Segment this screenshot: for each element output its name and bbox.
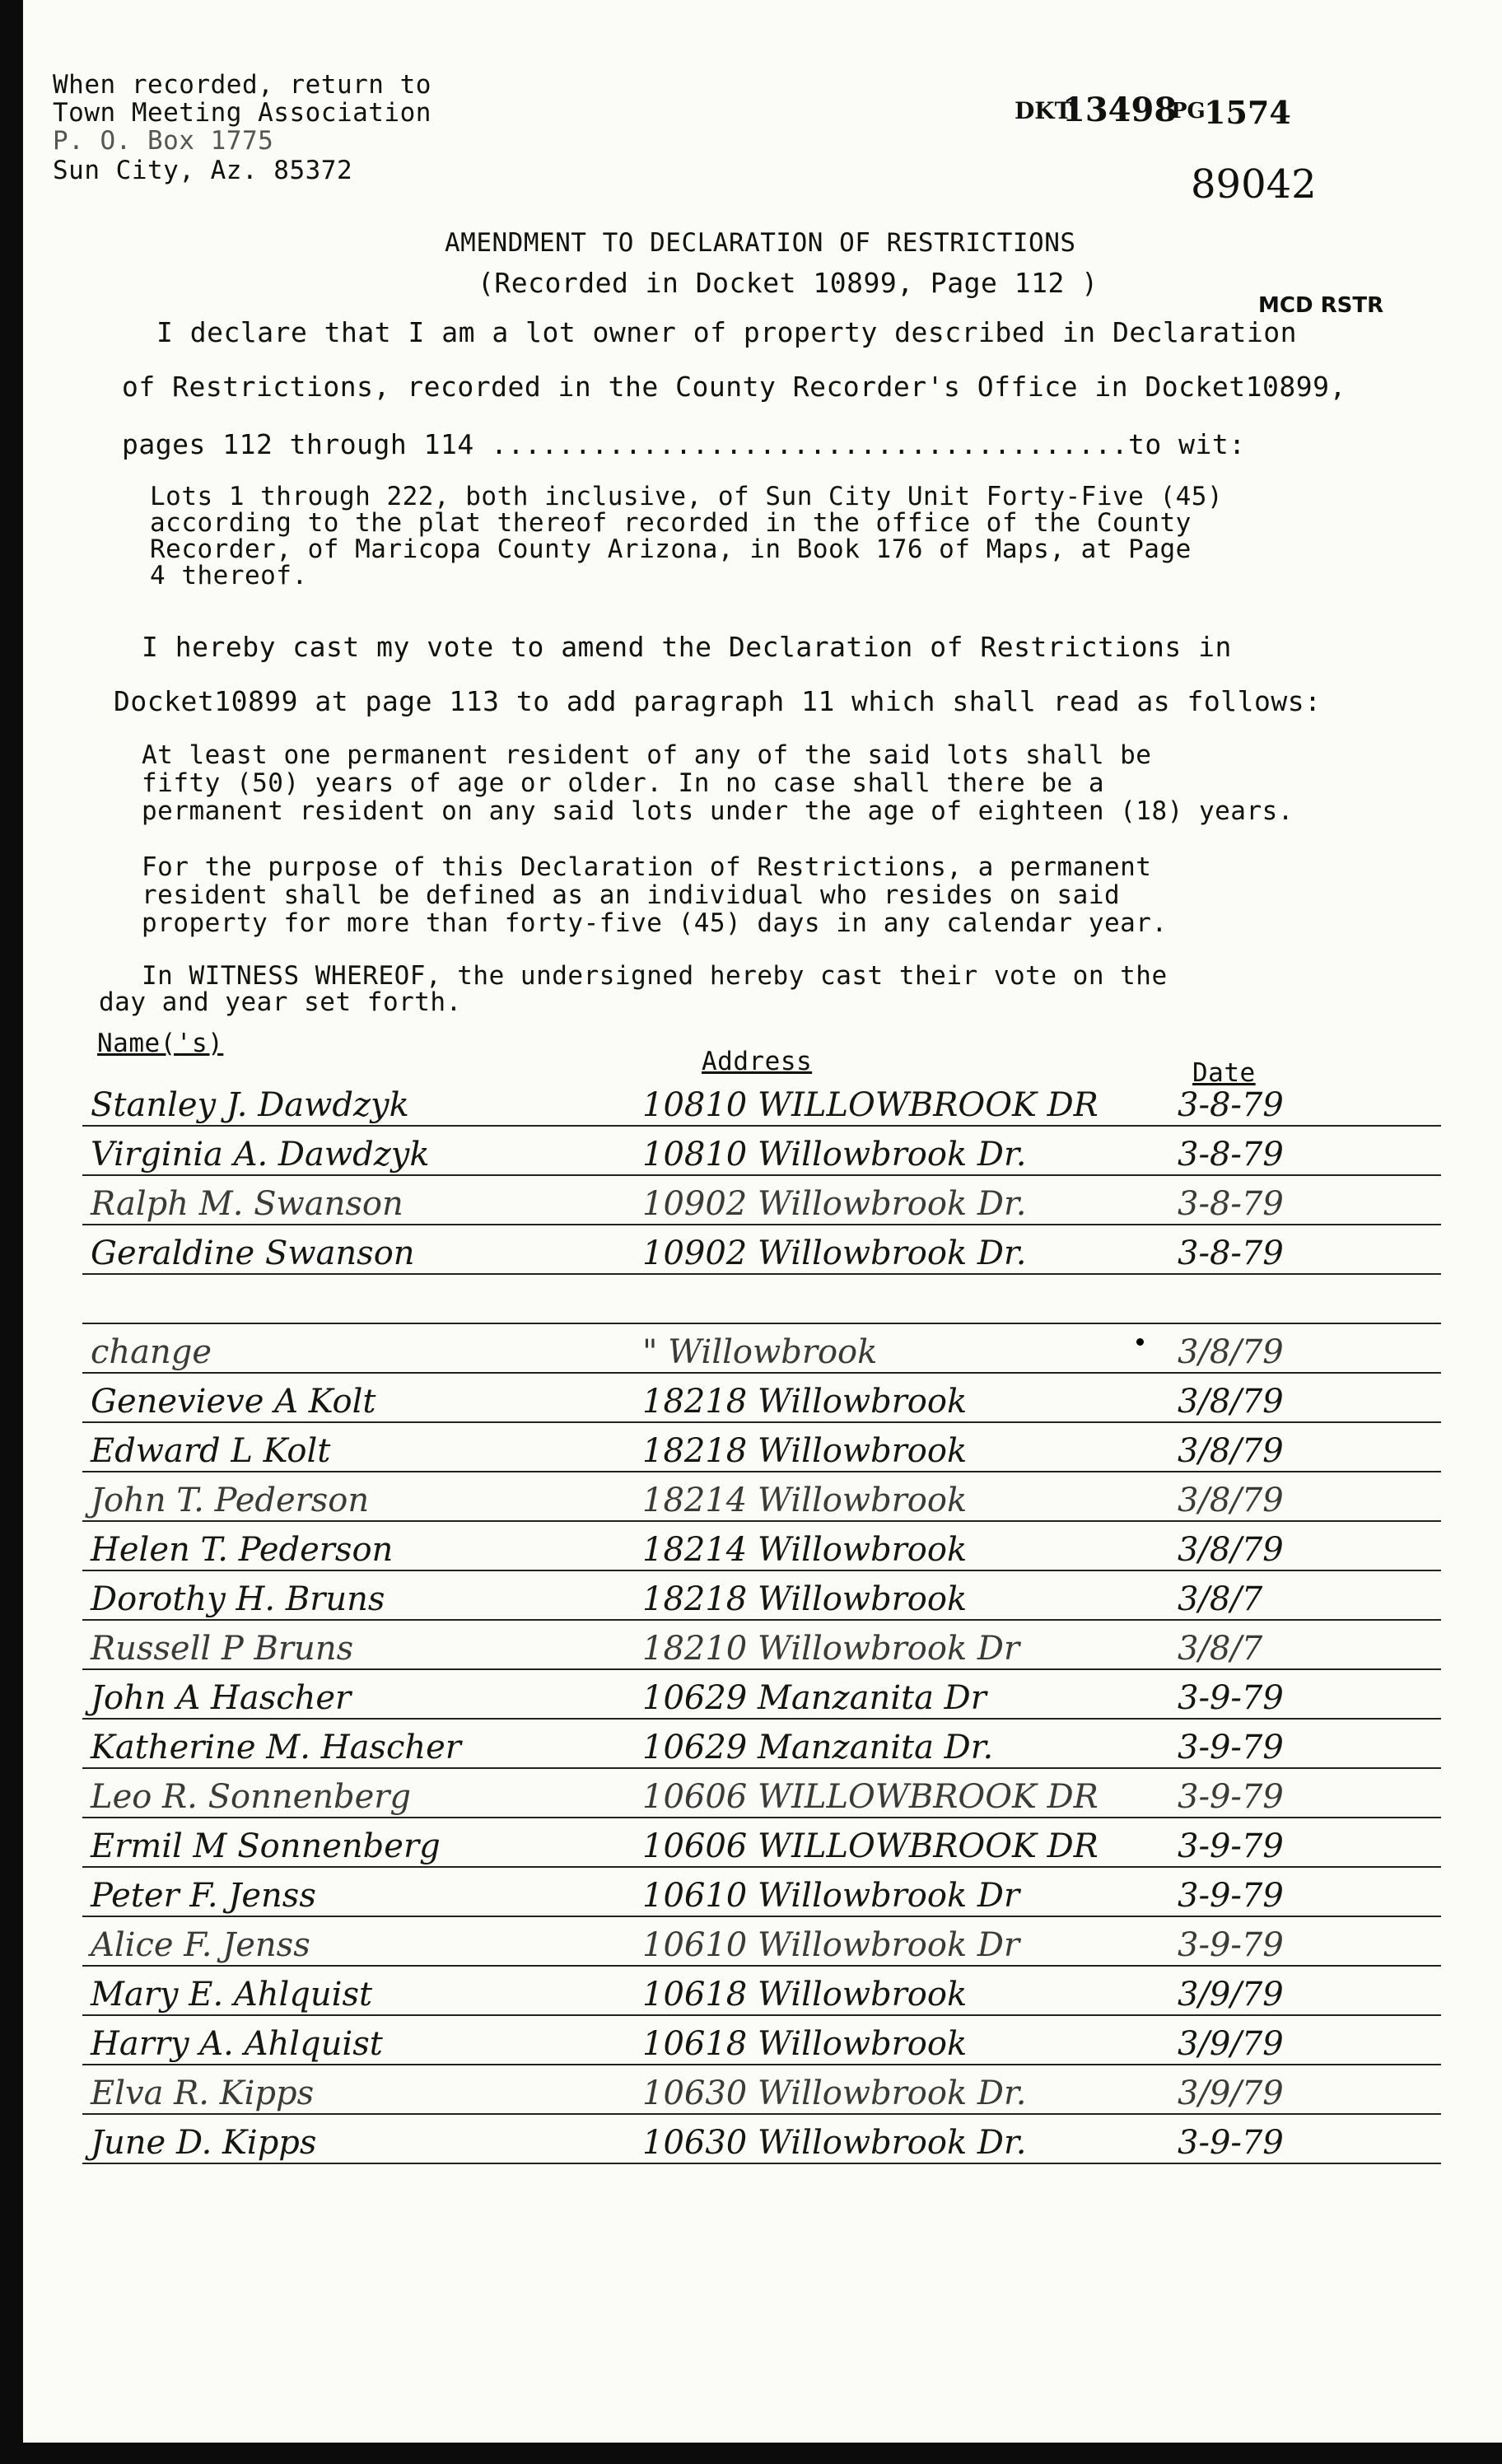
signature-name: Dorothy H. Bruns: [91, 1580, 385, 1618]
paragraph-11-line-2: fifty (50) years of age or older. In no case shall there be a: [142, 768, 1104, 798]
signature-row: [82, 1331, 1441, 1380]
witness-line-2: day and year set forth.: [99, 987, 462, 1017]
signature-date: 3/8/79: [1178, 1482, 1284, 1519]
signature-date: 3-9-79: [1178, 2124, 1284, 2162]
signature-name: John A Hascher: [91, 1679, 352, 1717]
signature-date: 3/8/79: [1178, 1333, 1284, 1371]
signature-name: June D. Kipps: [91, 2124, 317, 2162]
signature-address: 10610 Willowbrook Dr: [642, 1877, 1020, 1915]
signature-row: [82, 1924, 1441, 1973]
declaration-line-3: pages 112 through 114 ......................................to wit:: [122, 428, 1246, 460]
signature-line: [82, 1421, 1441, 1423]
declaration-line-2: of Restrictions, recorded in the County Recorder's Office in Docket10899,: [122, 371, 1346, 403]
signature-line: [82, 2064, 1441, 2065]
docket-number: 13498: [1062, 91, 1178, 129]
definition-line-3: property for more than forty-five (45) days in any calendar year.: [142, 908, 1168, 938]
signature-row: [82, 1776, 1441, 1825]
signature-address: 10606 WILLOWBROOK DR: [642, 1827, 1099, 1865]
signature-name: Genevieve A Kolt: [91, 1383, 376, 1421]
page-number: 1574: [1204, 94, 1291, 131]
signature-line: [82, 1323, 1441, 1324]
signature-line: [82, 1817, 1441, 1818]
signature-address: 10606 WILLOWBROOK DR: [642, 1778, 1099, 1816]
signature-date: 3-9-79: [1178, 1926, 1284, 1964]
signature-row: [82, 1825, 1441, 1874]
signature-address: 10810 Willowbrook Dr.: [642, 1136, 1027, 1174]
signature-date: 3-9-79: [1178, 1679, 1284, 1717]
signature-name: Helen T. Pederson: [91, 1531, 394, 1569]
vote-line-2: Docket10899 at page 113 to add paragraph 11 which shall read as follows:: [114, 685, 1322, 717]
signature-line: [82, 2014, 1441, 2016]
signature-line: [82, 1273, 1441, 1275]
signature-row: [82, 1479, 1441, 1528]
scan-border-bottom: [0, 2443, 1502, 2464]
signature-address: 18214 Willowbrook: [642, 1531, 968, 1569]
signature-address: 18210 Willowbrook Dr: [642, 1630, 1020, 1668]
signature-address: 10630 Willowbrook Dr.: [642, 2124, 1027, 2162]
signature-line: [82, 1471, 1441, 1472]
return-line-1: When recorded, return to: [53, 70, 431, 100]
signature-row: [82, 2072, 1441, 2121]
signature-date: 3-8-79: [1178, 1185, 1284, 1223]
signature-name: Virginia A. Dawdzyk: [91, 1136, 430, 1174]
return-line-2: Town Meeting Association: [53, 98, 431, 128]
signature-name: change: [91, 1333, 212, 1371]
return-line-4: Sun City, Az. 85372: [53, 156, 353, 185]
signature-name: Ermil M Sonnenberg: [91, 1827, 441, 1865]
signature-name: Edward L Kolt: [91, 1432, 331, 1470]
signature-row: [82, 1973, 1441, 2023]
header-names: Name('s): [97, 1029, 224, 1058]
signature-row: [82, 2023, 1441, 2072]
signature-address: 10629 Manzanita Dr.: [642, 1729, 994, 1766]
signature-address: 10810 WILLOWBROOK DR: [642, 1086, 1099, 1124]
signature-address: " Willowbrook: [642, 1333, 878, 1371]
signature-date: 3/9/79: [1178, 2074, 1284, 2112]
signature-row: [82, 1133, 1441, 1183]
signature-name: Leo R. Sonnenberg: [91, 1778, 412, 1816]
signature-address: 10618 Willowbrook: [642, 2025, 968, 2063]
signature-row: [82, 1627, 1441, 1677]
scan-border-left: [0, 0, 23, 2464]
paragraph-11-line-3: permanent resident on any said lots under the age of eighteen (18) years.: [142, 796, 1294, 826]
signature-line: [82, 1965, 1441, 1967]
signature-row: [82, 1874, 1441, 1924]
signature-address: 10902 Willowbrook Dr.: [642, 1234, 1027, 1272]
signature-address: 18218 Willowbrook: [642, 1383, 968, 1421]
signature-line: [82, 1916, 1441, 1917]
signature-date: 3-8-79: [1178, 1136, 1284, 1174]
signature-line: [82, 1718, 1441, 1720]
signature-address: 10618 Willowbrook: [642, 1976, 968, 2014]
signature-name: Elva R. Kipps: [91, 2074, 315, 2112]
signature-address: 18218 Willowbrook: [642, 1580, 968, 1618]
signature-line: [82, 1570, 1441, 1571]
page-prefix: PG: [1171, 99, 1206, 124]
signature-row: [82, 1183, 1441, 1232]
signature-address: 10610 Willowbrook Dr: [642, 1926, 1020, 1964]
legal-line-2: according to the plat thereof recorded in the office of the County: [150, 508, 1192, 538]
signature-name: Stanley J. Dawdzyk: [91, 1086, 409, 1124]
signature-name: Harry A. Ahlquist: [91, 2025, 383, 2063]
signature-date: 3-8-79: [1178, 1234, 1284, 1272]
signature-row: [82, 1232, 1441, 1281]
signature-date: 3/8/79: [1178, 1531, 1284, 1569]
legal-line-1: Lots 1 through 222, both inclusive, of Sun City Unit Forty-Five (45): [150, 482, 1224, 511]
signature-row: [82, 1677, 1441, 1726]
signature-line: [82, 1372, 1441, 1374]
signature-date: 3/9/79: [1178, 1976, 1284, 2014]
signature-line: [82, 1174, 1441, 1176]
signature-line: [82, 1619, 1441, 1621]
signature-line: [82, 1668, 1441, 1670]
signature-date: 3-9-79: [1178, 1778, 1284, 1816]
legal-line-4: 4 thereof.: [150, 561, 308, 590]
signature-line: [82, 2163, 1441, 2164]
header-date: Date: [1192, 1058, 1256, 1088]
signature-name: Katherine M. Hascher: [91, 1729, 461, 1766]
declaration-line-1: I declare that I am a lot owner of property described in Declaration: [156, 316, 1298, 348]
paragraph-11-line-1: At least one permanent resident of any of the said lots shall be: [142, 740, 1152, 770]
signature-line: [82, 1125, 1441, 1127]
signature-address: 10629 Manzanita Dr: [642, 1679, 987, 1717]
signature-row: [82, 1084, 1441, 1133]
witness-line-1: In WITNESS WHEREOF, the undersigned hereby cast their vote on the: [142, 961, 1168, 991]
signature-name: Mary E. Ahlquist: [91, 1976, 373, 2014]
signature-line: [82, 1520, 1441, 1522]
definition-line-1: For the purpose of this Declaration of Restrictions, a permanent: [142, 852, 1152, 882]
signature-date: 3-9-79: [1178, 1877, 1284, 1915]
signature-line: [82, 1767, 1441, 1769]
signature-line: [82, 2113, 1441, 2115]
signature-date: 3-9-79: [1178, 1729, 1284, 1766]
legal-line-3: Recorder, of Maricopa County Arizona, in Book 176 of Maps, at Page: [150, 534, 1192, 564]
signature-date: 3-9-79: [1178, 1827, 1284, 1865]
signature-address: 18214 Willowbrook: [642, 1482, 968, 1519]
vote-line-1: I hereby cast my vote to amend the Declaration of Restrictions in: [142, 631, 1232, 663]
document-title: AMENDMENT TO DECLARATION OF RESTRICTIONS: [445, 228, 1076, 258]
signature-address: 10902 Willowbrook Dr.: [642, 1185, 1027, 1223]
signature-date: 3/8/7: [1178, 1630, 1263, 1668]
signature-name: Ralph M. Swanson: [91, 1185, 403, 1223]
signature-name: Russell P Bruns: [91, 1630, 354, 1668]
signature-date: 3/8/79: [1178, 1432, 1284, 1470]
document-subtitle: (Recorded in Docket 10899, Page 112 ): [478, 267, 1099, 299]
signature-line: [82, 1224, 1441, 1225]
signature-row: [82, 1578, 1441, 1627]
signature-date: 3-8-79: [1178, 1086, 1284, 1124]
recording-number: 89042: [1191, 161, 1317, 208]
signature-row: [82, 1380, 1441, 1430]
signature-row: [82, 1726, 1441, 1776]
mcd-rstr-stamp: MCD RSTR: [1258, 293, 1384, 318]
signature-name: Alice F. Jenss: [91, 1926, 310, 1964]
signature-date: 3/8/79: [1178, 1383, 1284, 1421]
signature-name: Geraldine Swanson: [91, 1234, 415, 1272]
signature-row: [82, 1281, 1441, 1331]
return-line-3: P. O. Box 1775: [53, 126, 274, 156]
definition-line-2: resident shall be defined as an individual who resides on said: [142, 880, 1121, 910]
signature-name: John T. Pederson: [91, 1482, 370, 1519]
signature-line: [82, 1866, 1441, 1868]
signature-address: 10630 Willowbrook Dr.: [642, 2074, 1027, 2112]
signature-date: 3/8/7: [1178, 1580, 1263, 1618]
docket-prefix: DKT: [1015, 97, 1072, 124]
signature-date: 3/9/79: [1178, 2025, 1284, 2063]
header-address: Address: [702, 1047, 813, 1076]
signature-name: Peter F. Jenss: [91, 1877, 316, 1915]
signature-row: [82, 1430, 1441, 1479]
signature-row: [82, 2121, 1441, 2171]
signature-address: 18218 Willowbrook: [642, 1432, 968, 1470]
signature-row: [82, 1528, 1441, 1578]
